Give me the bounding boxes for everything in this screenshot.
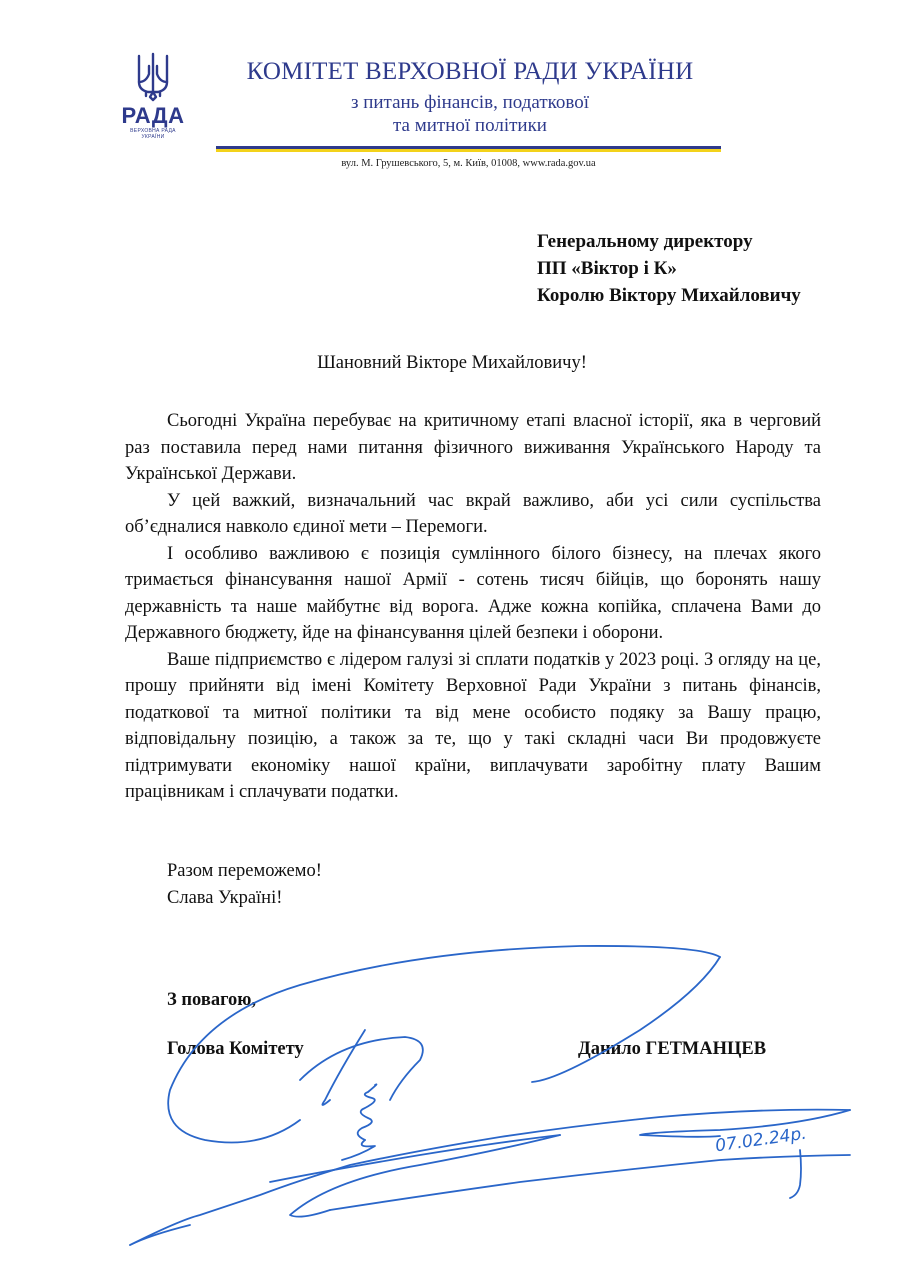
signer-name: Данило ГЕТМАНЦЕВ: [578, 1039, 767, 1059]
divider-yellow-stripe: [216, 149, 721, 152]
regards-text: З повагою,: [167, 990, 257, 1010]
body-paragraph: Ваше підприємство є лідером галузі зі сплати податків у 2023 році. З огляду на це, прошу прийняти від імені Комітету Верховної Ради України з питань фінансів, податкової та митної політики та від мене особисто подяку за Вашу працю, відповідальну позицію, а також за те, що у такі складні часи Ви продовжуєте підтримувати економіку нашої країни, виплачувати заробітну плату Вашим працівникам і сплачувати податки.: [125, 649, 821, 802]
committee-title: КОМІТЕТ ВЕРХОВНОЇ РАДИ УКРАЇНИ: [246, 58, 694, 85]
addressee-line-1: Генеральному директору: [537, 231, 753, 252]
signer-position: Голова Комітету: [167, 1039, 304, 1059]
logo-subtitle: ВЕРХОВНА РАДА: [130, 128, 176, 134]
body-paragraph: У цей важкий, визначальний час вкрай важливо, аби усі сили суспільства об’єдналися навколо єдиної мети – Перемоги.: [125, 490, 821, 537]
committee-subtitle-line2: та митної політики: [393, 115, 547, 136]
body-paragraph: І особливо важливою є позиція сумлінного білого бізнесу, на плечах якого тримається фінансування нашої Армії - сотень тисяч бійців, що боронять нашу державність та наше майбутнє від ворога. Адже кожна копійка, сплачена Вами до Державного бюджету, йде на фінансування цілей безпеки і оборони.: [125, 543, 821, 643]
addressee-line-3: Королю Віктору Михайловичу: [537, 285, 801, 306]
handwritten-date: 07.02.24р.: [714, 1123, 808, 1157]
closing-line-1: Разом переможемо!: [167, 861, 322, 881]
closing-line-2: Слава Україні!: [167, 888, 283, 908]
addressee-line-2: ПП «Віктор і К»: [537, 258, 677, 279]
committee-subtitle-line1: з питань фінансів, податкової: [350, 92, 590, 113]
letter-body: [125, 408, 821, 806]
flag-divider: [216, 146, 721, 151]
salutation: Шановний Вікторе Михайловичу!: [317, 353, 587, 373]
logo-wordmark: РАДА: [121, 103, 185, 128]
closing-block: [167, 858, 322, 912]
rada-logo: [118, 52, 188, 140]
addressee-block: [537, 228, 801, 309]
body-paragraph: Сьогодні Україна перебуває на критичному етапі власної історії, яка в черговий раз поставила перед нами питання фізичного виживання Українського Народу та Української Держави.: [125, 411, 821, 484]
committee-address: вул. М. Грушевського, 5, м. Київ, 01008, www.rada.gov.ua: [341, 158, 596, 169]
trident-icon: [136, 52, 170, 102]
logo-subtitle-2: УКРАЇНИ: [141, 134, 165, 140]
